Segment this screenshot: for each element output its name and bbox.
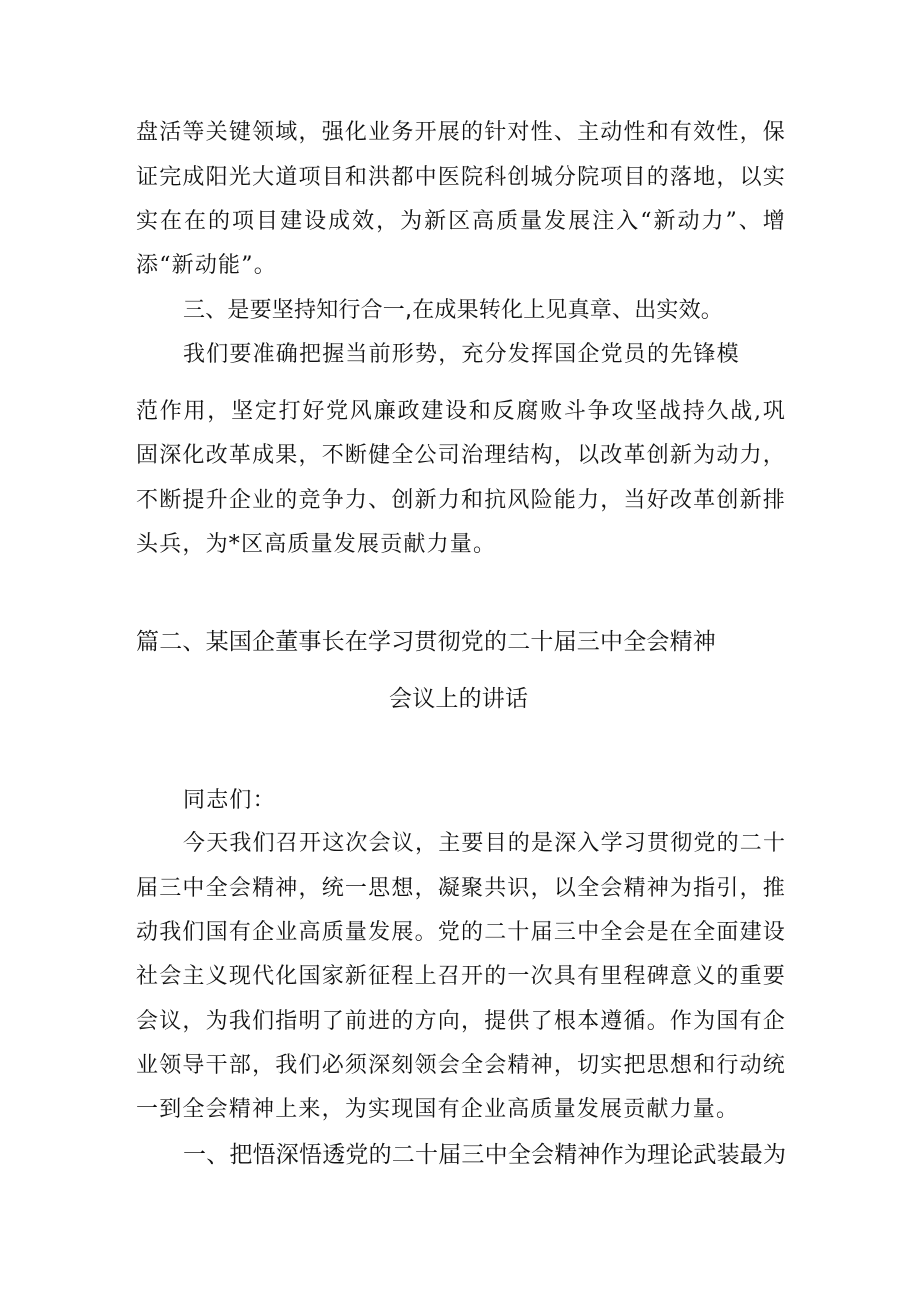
- paragraph-line: 今天我们召开这次会议，主要目的是深入学习贯彻党的二十: [183, 831, 787, 856]
- paragraph-line: 一到全会精神上来，为实现国有企业高质量发展贡献力量。: [136, 1097, 740, 1122]
- salutation: 同志们：: [183, 788, 276, 813]
- paragraph-line: 证完成阳光大道项目和洪都中医院科创城分院项目的落地，以实: [136, 165, 786, 190]
- paragraph-line: 添“新动能”。: [136, 253, 277, 278]
- paragraph-line: 不断提升企业的竞争力、创新力和抗风险能力，当好改革创新排: [136, 488, 786, 513]
- article-title: 篇二、某国企董事长在学习贯彻党的二十届三中全会精神: [136, 629, 716, 655]
- article-title-line2: 会议上的讲话: [389, 686, 529, 712]
- paragraph-line: 社会主义现代化国家新征程上召开的一次具有里程碑意义的重要: [136, 964, 786, 989]
- paragraph-line: 动我们国有企业高质量发展。党的二十届三中全会是在全面建设: [136, 920, 786, 945]
- paragraph-line: 范作用，坚定打好党风廉政建设和反腐败斗争攻坚战持久战,巩: [136, 399, 786, 424]
- paragraph-line: 我们要准确把握当前形势，充分发挥国企党员的先锋模: [183, 342, 740, 367]
- paragraph-line: 盘活等关键领域，强化业务开展的针对性、主动性和有效性，保: [136, 120, 786, 145]
- paragraph-line: 业领导干部，我们必须深刻领会全会精神，切实把思想和行动统: [136, 1053, 786, 1078]
- paragraph-line: 固深化改革成果，不断健全公司治理结构，以改革创新为动力，: [136, 443, 786, 468]
- section-heading-three: 三、是要坚持知行合一,在成果转化上见真章、出实效。: [183, 298, 723, 323]
- paragraph-line: 届三中全会精神，统一思想，凝聚共识，以全会精神为指引，推: [136, 876, 786, 901]
- paragraph-line: 头兵，为*区高质量发展贡献力量。: [136, 532, 497, 557]
- paragraph-line: 实在在的项目建设成效，为新区高质量发展注入“新动力”、增: [136, 209, 786, 234]
- section-heading-one: 一、把悟深悟透党的二十届三中全会精神作为理论武装最为: [183, 1142, 787, 1168]
- paragraph-line: 会议，为我们指明了前进的方向，提供了根本遵循。作为国有企: [136, 1009, 786, 1034]
